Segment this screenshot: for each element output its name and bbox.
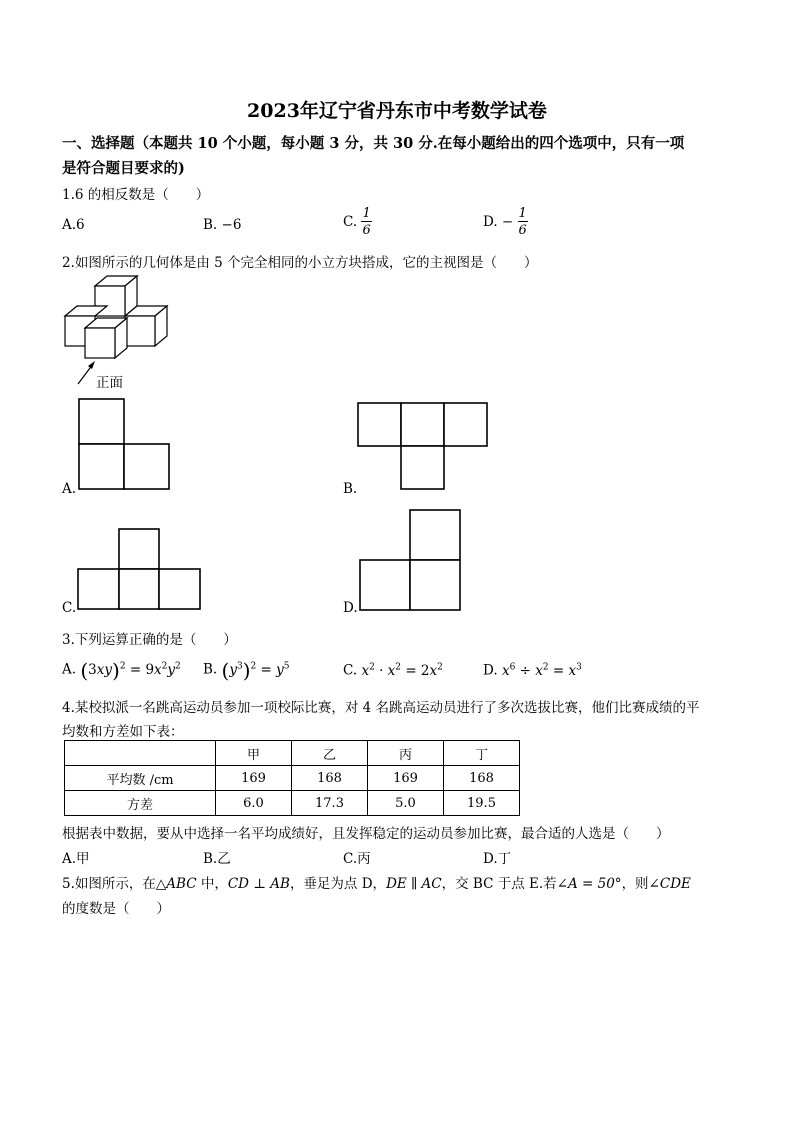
table-cell: 168 — [444, 766, 520, 791]
table-cell: 168 — [292, 766, 368, 791]
table-cell: 19.5 — [444, 791, 520, 816]
q2-option-a: A. — [62, 481, 77, 497]
q5-text-5: ，则 — [621, 876, 649, 892]
q5-text-4: ，交 BC 于点 E.若 — [441, 876, 557, 892]
q2-option-d: D. — [343, 600, 358, 616]
question-4-stem: 4.某校拟派一名跳高运动员参加一项校际比赛，对 4 名跳高运动员进行了多次选拔比赛，他们比赛成绩的平 — [62, 700, 700, 716]
table-header-cell — [65, 741, 216, 766]
question-2-stem: 2.如图所示的几何体是由 5 个完全相同的小立方块搭成，它的主视图是（ ） — [62, 255, 538, 271]
table-header-cell: 丙 — [368, 741, 444, 766]
q3-option-c — [343, 662, 443, 679]
table-cell: 17.3 — [292, 791, 368, 816]
q1-option-d — [483, 207, 528, 237]
q5-text-2: 中， — [196, 876, 228, 892]
table-cell: 169 — [216, 766, 292, 791]
table-header-cell: 丁 — [444, 741, 520, 766]
q3-option-c-label: C. — [343, 662, 358, 679]
table-row — [65, 766, 520, 791]
q1-option-c-fraction — [361, 207, 371, 237]
q5-text-1: 5.如图所示，在 — [62, 876, 156, 892]
table-header-row — [65, 741, 520, 766]
q1-option-d-fraction — [518, 207, 528, 237]
q3-option-b-label: B. — [203, 661, 218, 678]
q2-option-b-figure — [357, 402, 489, 490]
page-title: 2023年辽宁省丹东市中考数学试卷 — [247, 100, 547, 122]
q1-c-numerator: 1 — [362, 206, 371, 221]
q2-option-a-figure — [78, 398, 170, 490]
q1-c-denominator: 6 — [362, 223, 371, 238]
section-heading: 一、选择题（本题共 10 个小题，每小题 3 分，共 30 分.在每小题给出的四个选项中，只有一项 — [62, 135, 685, 152]
q5-triangle: △ABC — [155, 876, 197, 892]
right-cube-front-face — [125, 316, 155, 346]
q3-option-b — [203, 658, 290, 682]
q5-text-3: ，垂足为点 D， — [289, 876, 387, 892]
table-cell: 方差 — [65, 791, 216, 816]
question-4-prompt: 根据表中数据，要从中选择一名平均成绩好，且发挥稳定的运动员参加比赛，最合适的人选是（ ） — [62, 826, 670, 842]
front-arrow-head — [88, 361, 95, 369]
table-cell: 5.0 — [368, 791, 444, 816]
q5-angle-cde: ∠CDE — [648, 876, 691, 892]
q4-option-b: B.乙 — [203, 851, 231, 867]
question-3-stem: 3.下列运算正确的是（ ） — [62, 632, 237, 648]
q2-option-b: B. — [343, 481, 358, 497]
scores-table — [64, 740, 520, 816]
q5-perpendicular: CD ⊥ AB — [227, 876, 290, 892]
front-cube-front-face — [85, 328, 115, 358]
question-4-stem-cont: 均数和方差如下表： — [62, 724, 184, 740]
question-5-stem — [62, 872, 691, 892]
q1-option-d-label: D. − — [483, 214, 514, 230]
q1-option-c — [343, 207, 372, 237]
q3-option-d — [483, 662, 582, 679]
q1-option-a: A.6 — [62, 217, 85, 233]
q1-d-denominator: 6 — [518, 223, 527, 238]
question-1-stem: 1.6 的相反数是（ ） — [62, 187, 210, 203]
q3-option-a — [62, 658, 181, 682]
section-heading-cont: 是符合题目要求的) — [62, 160, 185, 177]
q5-parallel: DE ∥ AC — [386, 876, 442, 892]
q4-option-a: A.甲 — [62, 851, 90, 867]
table-cell: 169 — [368, 766, 444, 791]
q3-option-a-label: A. — [62, 661, 77, 678]
q4-option-c: C.丙 — [343, 851, 371, 867]
q1-option-c-label: C. — [343, 214, 358, 230]
q2-option-c: C. — [62, 600, 77, 616]
q1-option-b: B. −6 — [203, 217, 242, 233]
question-5-stem-cont: 的度数是（ ） — [62, 901, 170, 917]
q3-option-d-formula: $x^6 \div x^2 = x^3$ — [501, 662, 582, 679]
q5-angle-a: ∠A = 50° — [556, 876, 622, 892]
table-cell: 6.0 — [216, 791, 292, 816]
table-row — [65, 791, 520, 816]
table-cell: 平均数 /cm — [65, 766, 216, 791]
q3-option-c-formula: $x^2 \cdot x^2 = 2x^2$ — [361, 662, 443, 679]
q3-option-b-formula: $(y^3)^2 = y^5$ — [221, 658, 290, 682]
q3-option-d-label: D. — [483, 662, 498, 679]
front-view-label: 正面 — [96, 375, 123, 391]
q2-option-c-figure — [77, 528, 201, 610]
table-header-cell: 乙 — [292, 741, 368, 766]
q3-option-a-formula: $(3xy)^2 = 9x^2y^2$ — [80, 658, 181, 682]
table-header-cell: 甲 — [216, 741, 292, 766]
q2-option-d-figure — [359, 509, 461, 611]
q4-option-d: D.丁 — [483, 851, 512, 867]
q1-d-numerator: 1 — [518, 206, 527, 221]
